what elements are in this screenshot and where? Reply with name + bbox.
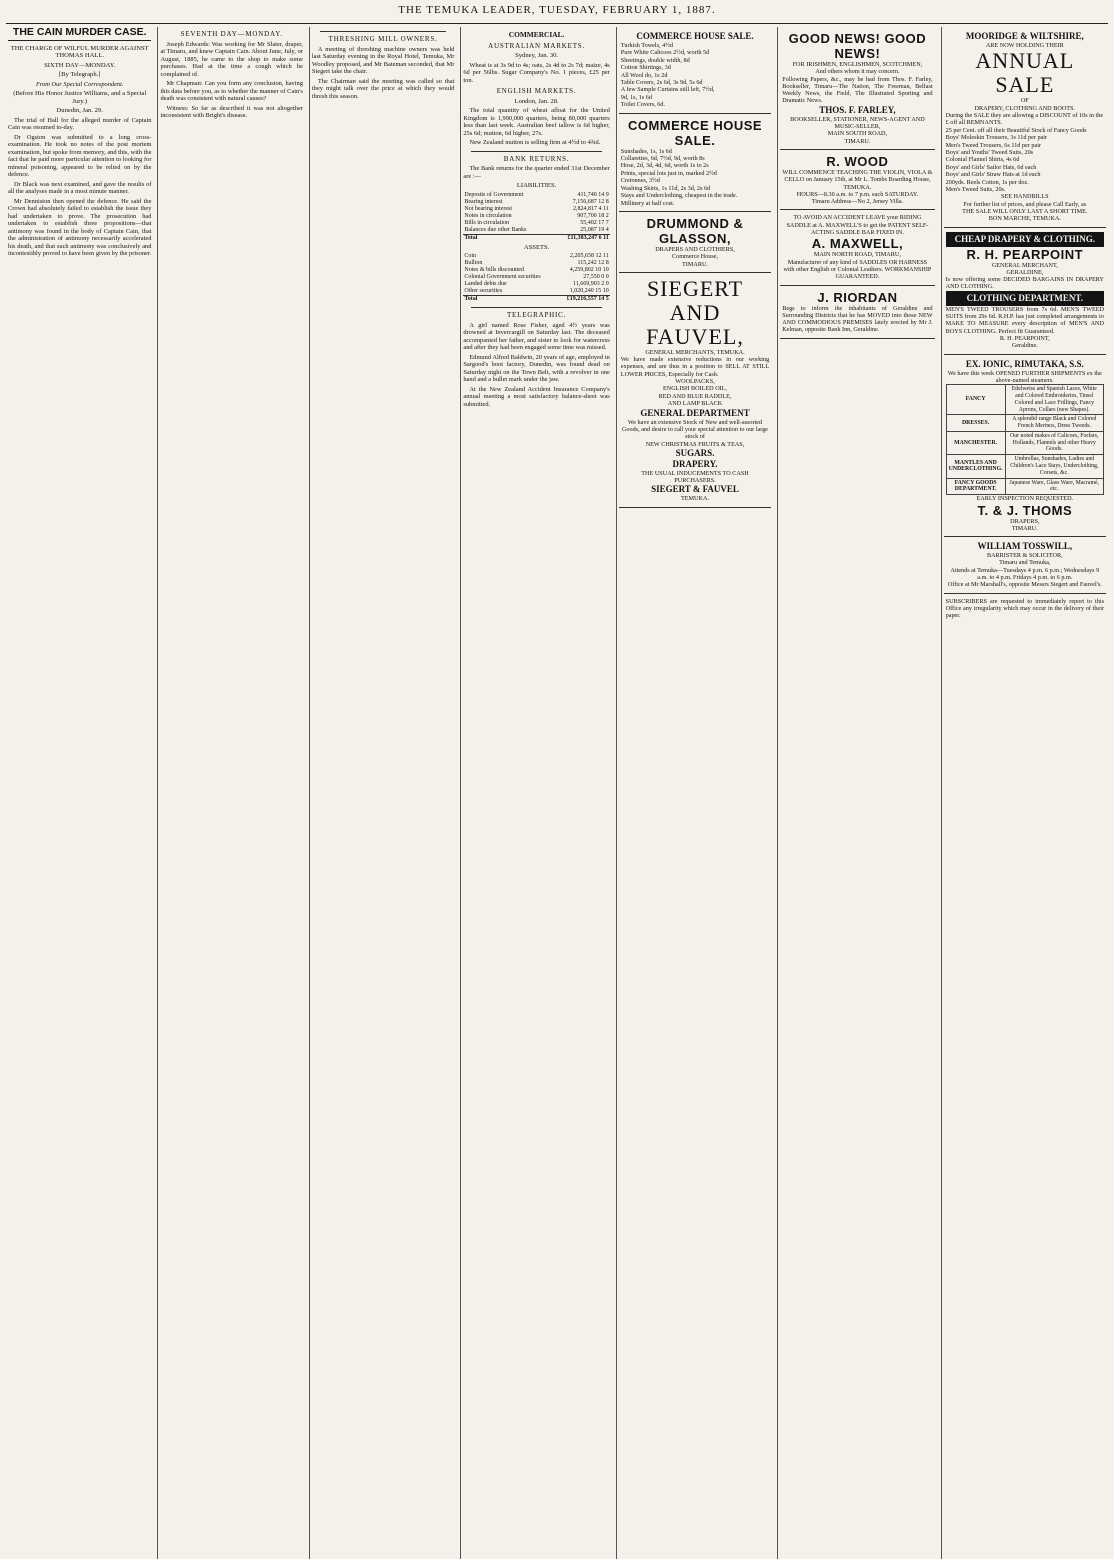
ad-title: J. RIORDAN	[817, 289, 898, 305]
ad-subtitle: GENERAL MERCHANT,	[991, 261, 1058, 269]
paragraph: A girl named Rose Fisher, aged 4½ years was drowned at Invercargill on Saturday last. The deceased accompanied her father, and sister to look for watercress and after they had been engaged some time was missed.	[463, 321, 610, 351]
ad-town: Timaru and Temuka,	[999, 559, 1051, 567]
table-row	[946, 415, 1103, 432]
commerce-house-ad	[619, 27, 771, 114]
ad-line-item: 200yds. Reels Cotton, 1s per doz.	[945, 178, 1029, 186]
row-label: Not bearing interest	[464, 205, 513, 212]
ad-subtitle: ARE NOW HOLDING THEIR	[985, 42, 1064, 49]
row-label: Coin	[464, 253, 477, 259]
ad-item-list	[621, 378, 769, 408]
row-label: Colonial Government securities	[464, 274, 541, 280]
ad-line-item: Boys' and Youths' Tweed Suits, 20s	[945, 148, 1034, 156]
table-row	[946, 431, 1103, 454]
category-label: FANCY	[946, 385, 1005, 415]
ad-banner: CLOTHING DEPARTMENT.	[946, 291, 1104, 306]
category-items: Our noted makes of Calicoes, Forfars, Hollands, Flannels and other Heavy Goods.	[1005, 431, 1103, 454]
category-label: MANTLES AND UNDERCLOTHING.	[946, 455, 1005, 478]
row-label: Landed debts due	[464, 281, 507, 287]
row-value: 2,205,658 12 11	[570, 253, 609, 259]
column-2	[157, 27, 304, 1559]
ad-line-item: Men's Tweed Trousers, 6s 11d per pair	[945, 141, 1042, 149]
ad-town: Geraldine.	[1011, 342, 1038, 350]
siegert-fauvel-ad	[619, 273, 771, 508]
table-row	[463, 281, 609, 288]
paragraph: At the New Zealand Accident Insurance Company's annual meeting a most satisfactory balance-sheet was submitted.	[463, 385, 610, 408]
table-row	[463, 192, 609, 199]
table-row	[463, 274, 609, 281]
category-label: DRESSES.	[946, 415, 1005, 432]
paragraph: Mr Denniston then opened the defence. He said the Crown had absolutely failed to establish the issue they had undertaken to prove. The prosecution had undertaken to establish three propositions—that antimony was found in the body of Captain Cain, that the administration of antimony necessarily accelerated his death, and that such antimony was conclusively and incontestibly proved to have been given by the prisoner.	[8, 197, 152, 257]
ad-line-item: Colonial Flannel Shirts, 4s 6d	[945, 156, 1020, 164]
column-1	[6, 27, 153, 1559]
table-row	[463, 267, 609, 274]
subsection-heading: AUSTRALIAN MARKETS.	[488, 41, 586, 50]
section-heading: SEVENTH DAY—MONDAY.	[180, 30, 283, 38]
ad-title: WILLIAM TOSSWILL,	[977, 541, 1073, 552]
table-heading: ASSETS.	[523, 243, 550, 251]
ad-body: Manufacturer of any kind of SADDLES OR HARNESS with other English or Colonial Leathers. WORKMANSHIP GUARANTEED.	[783, 258, 932, 281]
ad-town: TIMARU.	[682, 260, 708, 268]
section-heading: THRESHING MILL OWNERS.	[328, 35, 438, 43]
ad-body: Attends at Temuka—Tuesdays 4 p.m. 6 p.m.; Wednesdays 9 a.m. to 4 p.m. Fridays 4 p.m. to 6 p.m.	[950, 566, 1100, 582]
paragraph: Witness: So far as described it was not altogether inconsistent with Bright's disease.	[160, 104, 303, 119]
ad-address: Commerce House,	[671, 253, 719, 261]
tosswill-ad	[944, 537, 1106, 593]
ad-body: We have this week OPENED FURTHER SHIPMENTS ex the above-named steamers.	[947, 369, 1102, 384]
table-row	[463, 206, 609, 213]
paragraph: Edmund Alfred Baldwin, 20 years of age, employed in Sargood's boot factory, Dunedin, was found dead on Saturday night on the Town Belt, with a revolver in one hand and a bullet mark under the jaw.	[463, 353, 610, 383]
row-value: 2,824,817 4 11	[573, 205, 609, 212]
row-label: Balances due other Banks	[464, 226, 527, 233]
ad-town: TIMARU.	[844, 137, 871, 145]
row-label: Bearing interest	[464, 198, 503, 205]
ad-body: MEN'S TWEED TROUSERS from 7s 6d. MEN'S TWEED SUITS from 29s 6d. R.H.P. has just completed arrangements to MAKE TO MEASURE every description of MEN'S AND BOYS CLOTHING. Perfect fit Guaranteed.	[945, 305, 1104, 335]
column-7	[941, 27, 1108, 1559]
ad-line-item: Prints, special lots just in, marked 2½d	[620, 169, 717, 177]
goods-table	[946, 384, 1104, 495]
ad-line-item: Collarettes, 6d, 7½d, 9d, worth 8s	[620, 155, 705, 163]
assets-table	[463, 253, 609, 303]
ad-line: SEE HANDBILLS	[1001, 193, 1049, 201]
row-value: 27,550 0 0	[583, 274, 609, 280]
ad-line-item: AND LAMP BLACK	[667, 400, 723, 408]
ad-line: EARLY INSPECTION REQUESTED.	[976, 495, 1074, 503]
ad-line-item: Sunshades, 1s, 1s 6d	[620, 147, 672, 155]
ad-line-item: Table Covers, 2s 6d, 3s 9d, 5s 6d	[620, 79, 703, 87]
news-ad	[780, 27, 934, 150]
row-value: 115,242 12 8	[577, 260, 609, 266]
ad-address: MAIN NORTH ROAD, TIMARU,	[813, 251, 901, 259]
commerce-house-sale-ad	[619, 114, 771, 212]
ad-body: We have made extensive reductions in our working expenses, and are thus in a position to SELL AT STILL LOWER PRICES, Especially for Cash.	[620, 356, 770, 378]
ad-subtitle: DRAPERS AND CLOTHIERS,	[655, 245, 735, 253]
ad-line-item: During the SALE they are allowing a DISCOUNT of 10s in the £ off all REMNANTS.	[945, 111, 1104, 127]
ad-subtitle: OF	[1020, 97, 1029, 105]
thoms-ad	[944, 355, 1106, 538]
ad-body: TO AVOID AN ACCIDENT LEAVE your RIDING SADDLE at A. MAXWELL'S to get the PATENT SELF-ACTING SADDLE BAR FIXED IN.	[786, 214, 929, 237]
ad-line-item: Millinery at half cost.	[620, 199, 675, 207]
ad-subtitle: FOR IRISHMEN, ENGLISHMEN, SCOTCHMEN,	[792, 61, 923, 68]
masthead: THE TEMUKA LEADER, TUESDAY, FEBRUARY 1, 1887.	[6, 4, 1108, 24]
ad-title: MOORIDGE & WILTSHIRE,	[965, 31, 1084, 41]
row-label: Bullion	[464, 260, 483, 266]
ad-title: A. MAXWELL,	[811, 236, 904, 252]
ad-body: We have an extensive Stock of New and well-assorted Goods, and desire to call your special attention to our large stock of	[621, 418, 769, 441]
ad-line-item: 9d, 1s, 1s 6d	[620, 93, 652, 101]
section-heading: COMMERCIAL.	[508, 30, 565, 39]
wood-ad	[780, 150, 934, 210]
row-value: £19,216,557 14 5	[557, 296, 610, 304]
ad-line-item: Toilet Covers, 6d.	[620, 101, 666, 109]
ad-line-item: Boys' and Girls' Straw Hats at 1d each	[945, 171, 1041, 179]
table-row	[463, 253, 609, 260]
article-subtitle: THE CHARGE OF WILFUL MURDER AGAINST THOMAS HALL.	[10, 44, 149, 59]
paragraph: Dr Ogston was submitted to a long cross-examination. He took no notes of the post mortem examination, but spoke from memory, and this, with the fact that he paid more particular attention to looking for mineral poisoning, appeared to be relied on by the defence.	[8, 133, 152, 178]
row-value: 4,259,802 10 10	[569, 267, 609, 273]
paragraph: The Chairman said the meeting was called so that they might talk over the price at which they would thresh this season.	[311, 77, 455, 100]
ad-line-item: ENGLISH BOILED OIL,	[662, 385, 728, 393]
article-title: THE CAIN MURDER CASE.	[8, 29, 151, 41]
category-label: MANCHESTER.	[946, 431, 1005, 454]
divider	[471, 151, 601, 152]
category-items: Umbrellas, Sunshades, Ladies and Children's Lace Stays, Underclothing, Corsets, &c.	[1005, 455, 1103, 478]
ad-line-item: WOOLPACKS,	[675, 377, 715, 385]
ad-line-item: All Wool do, 1s 2d	[620, 71, 668, 79]
table-row	[946, 385, 1103, 415]
category-items: Edelweiss and Spanish Laces, White and Colored Embroideries, Tinsel Colored and Lace Frillings, Fancy Aprons, Collars (new Shapes).	[1005, 385, 1103, 415]
table-row	[463, 288, 609, 296]
row-label: Total	[463, 234, 550, 242]
riordan-ad	[780, 286, 934, 339]
column-6	[777, 27, 936, 1559]
paragraph: Mr Chapman: Can you form any conclusion, having this data before you, as to whether the manner of Cain's death was consistent with natural causes?	[160, 80, 303, 102]
ad-line: NEW CHRISTMAS FRUITS & TEAS,	[645, 440, 745, 448]
ad-town: TEMUKA.	[681, 495, 710, 503]
ad-line: THE USUAL INDUCEMENTS TO CASH PURCHASERS.	[641, 469, 749, 485]
row-value: 1,020,240 15 10	[569, 288, 609, 294]
mooridge-wiltshire-ad	[944, 27, 1106, 228]
ad-line-item: Turkish Towels, 4½d	[620, 42, 673, 49]
category-items: Japanese Ware, Glass Ware, Macramé, etc.	[1005, 478, 1103, 495]
ad-line-item: Washing Skirts, 1s 11d, 2s 3d, 2s 6d	[620, 184, 711, 192]
ad-line-item: Cretonnes, 3½d	[620, 177, 660, 185]
divider	[320, 31, 446, 32]
row-value: 11,669,903 2 0	[573, 281, 609, 287]
day-heading: SIXTH DAY—MONDAY.	[44, 61, 116, 69]
ad-line-item: Men's Tweed Suits, 20s.	[945, 185, 1006, 193]
ad-signature: R. H. PEARPOINT,	[999, 334, 1050, 342]
ad-subtitle: DRAPERS,	[1010, 517, 1040, 525]
paragraph: A meeting of threshing machine owners was held last Saturday evening in the Royal Hotel, Temuka, Mr Woodley proposed, and Mr Bateman seconded, that Mr Siegert take the chair.	[311, 45, 455, 75]
ad-title: GOOD NEWS! GOOD NEWS!	[788, 31, 927, 61]
drummond-glasson-ad	[619, 212, 771, 273]
row-value: 55,402 17 7	[580, 219, 609, 226]
ad-line-item: 25 per Cent. off all their Beautiful Stock of Fancy Goods	[945, 126, 1087, 134]
ad-body: Is now offering some DECIDED BARGAINS IN DRAPERY AND CLOTHING.	[945, 276, 1104, 291]
dateline: London, Jan. 28.	[514, 97, 559, 105]
dateline: Dunedin, Jan. 29.	[56, 107, 103, 114]
ad-subtitle: And others whom it may concern.	[815, 68, 900, 76]
ad-signature: T. & J. THOMS	[977, 502, 1073, 518]
columns	[6, 27, 1108, 1559]
ad-title: R. H. PEARPOINT	[966, 246, 1084, 262]
row-label: Notes & bills discounted	[464, 267, 524, 273]
ad-title: SIEGERT AND FAUVEL,	[646, 275, 744, 349]
ad-title: COMMERCE HOUSE SALE.	[636, 31, 754, 41]
row-label: Other securities	[464, 288, 503, 294]
ad-title: COMMERCE HOUSE SALE.	[627, 117, 763, 148]
category-items: A splendid range Black and Colored French Merinos, Dress Tweeds.	[1005, 415, 1103, 432]
ad-title: EX. IONIC, RIMUTAKA, S.S.	[965, 358, 1084, 369]
ad-line-item: A few Sample Curtains still left, 7½d,	[620, 86, 715, 94]
ad-address: Timaru Address—No 2, Jersey Villa.	[811, 198, 904, 206]
row-label: Deposits of Government	[464, 191, 524, 198]
paragraph: The Bank returns for the quarter ended 31st December are :—	[463, 165, 610, 180]
telegraph-note: [By Telegraph.]	[58, 71, 101, 78]
ad-town: GERALDINE,	[1006, 268, 1044, 276]
table-heading: LIABILITIES.	[516, 182, 557, 189]
pearpoint-ad	[944, 228, 1106, 355]
ad-body: Following Papers, &c., may be had from Thos. F. Farley, Bookseller, Timaru—The Nation, The Freeman, Belfast Weekly News, the Field, The Illustrated Sporting and Dramatic News.	[782, 75, 933, 105]
column-5	[616, 27, 773, 1559]
row-value: £11,383,247 6 11	[551, 234, 610, 242]
ad-section-title: GENERAL DEPARTMENT	[640, 407, 750, 418]
total-row	[463, 234, 609, 242]
row-label: Bills in circulation	[464, 219, 510, 226]
ad-line-item: Stays and Underclothing, cheapest in the trade.	[620, 192, 738, 200]
ad-line-item: RED AND BLUE RADDLE,	[658, 392, 732, 400]
ad-section-title: SUGARS.	[675, 447, 715, 458]
row-value: 411,740 14 9	[577, 191, 609, 198]
total-row	[463, 296, 609, 304]
row-value: 25,087 19 4	[580, 226, 609, 233]
section-heading: BANK RETURNS.	[503, 154, 570, 163]
ad-banner: CHEAP DRAPERY & CLOTHING.	[946, 232, 1104, 247]
table-row	[463, 220, 609, 227]
ad-line-item: Boys' Moleskin Trousers, 3s 11d per pair	[945, 134, 1048, 142]
subsection-heading: ENGLISH MARKETS.	[496, 87, 577, 95]
row-value: 907,700 18 2	[577, 212, 609, 219]
subscribers-notice	[944, 594, 1106, 624]
ad-line-item: Hose, 2d, 3d, 4d, 6d, worth 1s to 2s	[620, 162, 709, 170]
row-value: 7,156,687 12 8	[572, 198, 609, 205]
ad-subtitle: BARRISTER & SOLICITOR,	[986, 552, 1063, 560]
correspondent-note: From Our Special Correspondent.	[35, 80, 124, 88]
dateline: Sydney, Jan. 30.	[515, 52, 559, 59]
paragraph: Joseph Edwards: Was working for Mr Slater, draper, at Timaru, and knew Captain Cain. About June, July, or August, 1885, he came to the shop to make some purchases. Had at the time a cough which he complained of.	[160, 40, 303, 78]
ad-subtitle: BOOKSELLER, STATIONER, NEWS-AGENT AND MUSIC-SELLER,	[790, 115, 925, 131]
column-4	[460, 27, 611, 1559]
category-label: FANCY GOODS DEPARTMENT.	[946, 478, 1005, 495]
paragraph: New Zealand mutton is selling firm at 4½d to 4¾d.	[469, 139, 601, 146]
ad-section-title: DRAPERY.	[672, 458, 718, 469]
table-row	[946, 455, 1103, 478]
divider	[471, 307, 601, 308]
table-row	[463, 213, 609, 220]
ad-title: R. WOOD	[826, 153, 889, 169]
ad-town: TIMARU.	[1011, 524, 1038, 532]
section-heading: TELEGRAPHIC.	[506, 311, 567, 319]
ad-body: WILL COMMENCE TEACHING THE VIOLIN, VIOLA & CELLO on January 15th, at Mr L. Tombs Boarding House, TEMUKA.	[782, 168, 933, 191]
ad-line-item: Sheetings, double width, 8d	[620, 56, 690, 64]
ad-hours: HOURS—8.30 a.m. to 7 p.m. each SATURDAY.	[796, 190, 919, 198]
ad-title: DRUMMOND & GLASSON,	[646, 215, 744, 246]
ad-line: BON MARCHE, TEMUKA.	[988, 215, 1061, 223]
table-row	[463, 260, 609, 267]
notice-text: SUBSCRIBERS are requested to immediately report to this Office any irregularity which may occur in the delivery of their paper.	[945, 597, 1104, 620]
ad-signature: SIEGERT & FAUVEL	[651, 484, 739, 495]
ad-address: MAIN SOUTH ROAD,	[827, 130, 888, 138]
ad-line: For further list of prices, and please Call Early, as	[963, 200, 1087, 208]
ad-item-list	[621, 148, 769, 207]
maxwell-ad	[780, 210, 934, 285]
ad-headline: ANNUAL SALE	[975, 48, 1075, 98]
ad-address: Office at Mr Marshall's, opposite Messrs Siegert and Fauvel's.	[947, 581, 1102, 589]
ad-item-list	[946, 112, 1104, 193]
ad-subtitle: GENERAL MERCHANTS, TEMUKA.	[645, 348, 745, 356]
column-3	[309, 27, 456, 1559]
table-row	[463, 199, 609, 206]
ad-item-list	[621, 42, 769, 109]
row-label: Notes in circulation	[464, 212, 512, 219]
ad-line-item: Boys' and Girls' Sailor Hats, 6d each	[945, 163, 1037, 171]
ad-signature: THOS. F. FARLEY,	[819, 104, 896, 115]
ad-line: THE SALE WILL ONLY LAST A SHORT TIME.	[962, 207, 1088, 215]
paragraph: Wheat is at 3s 9d to 4s; oats, 2s 4d to 2s 7d; maize, 4s 6d per 56lbs. Sugar Company's No. 1 pieces, £25 per ton.	[463, 61, 610, 84]
table-row	[463, 227, 609, 235]
row-label: Total	[463, 296, 557, 304]
liabilities-table	[463, 192, 609, 242]
paragraph: The trial of Hall for the alleged murder of Captain Cain was resumed to-day.	[8, 116, 152, 131]
ad-subtitle: DRAPERY, CLOTHING AND BOOTS.	[974, 104, 1076, 112]
paragraph: The total quantity of wheat afloat for the United Kingdom is 1,990,000 quarters, being 80,000 quarters less than last week. Australian beef tallow is 6d higher, 25s 6d; mutton, 6d higher, 27s.	[463, 107, 610, 137]
table-row	[946, 478, 1103, 495]
ad-body: Begs to inform the inhabitants of Geraldine and Surrounding Districts that he has MOVED into those NEW AND COMMODIOUS PREMISES lately erected by Mr J. Kelman, opposite Bank Inn, Geraldine.	[782, 304, 933, 334]
court-note: (Before His Honor Justice Williams, and a Special Jury.)	[13, 90, 147, 105]
ad-line-item: Pure White Calicoes 2½d, worth 5d	[620, 49, 710, 57]
ad-line-item: Cotton Shirtings, 3d	[620, 64, 671, 72]
paragraph: Dr Black was next examined, and gave the results of all the analyses made in a most minute manner.	[8, 180, 152, 195]
